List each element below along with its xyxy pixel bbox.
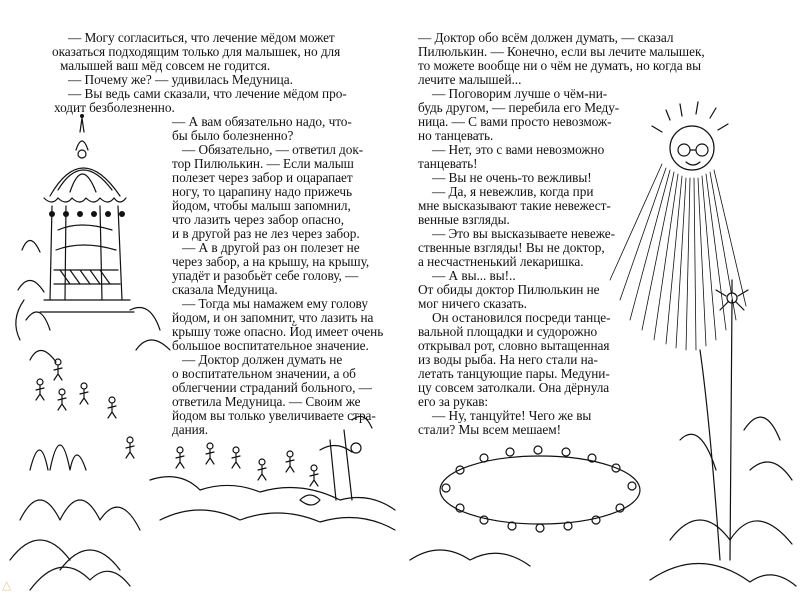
corner-mark: △ [2,578,12,592]
left-text-line: через забор, а на крышу, на крышу, [172,254,370,269]
right-text-line: Он остановился посреди танце- [432,310,611,325]
left-text-line: ногу, то царапину надо прижечь [172,184,352,199]
right-text-line: лечите малышей... [418,72,522,87]
left-text-line: — Почему же? — удивилась Медуница. [68,72,293,87]
right-text-line: стали? Мы всем мешаем! [418,422,561,437]
sun-with-glasses-icon [652,102,728,170]
left-text-line: сказала Медуница. [172,282,278,297]
right-text-line: открывал рот, словно вытащенная [418,338,610,353]
right-text-line: — Вы не очень-то вежливы! [432,170,592,185]
left-text-line: — А в другой раз он полезет не [182,240,360,255]
left-text-line: — Доктор должен думать не [182,352,343,367]
right-text-line: Пилюлькин. — Конечно, если вы лечите малышек, [418,44,705,59]
right-text-line: мог ничего сказать. [418,296,527,311]
right-text-line: его за рукав: [418,394,489,409]
left-text-line: — Могу согласиться, что лечение мёдом может [68,30,335,45]
left-text-line: что лазить через забор опасно, [172,212,344,227]
right-text-line: а несчастненький лекаришка. [418,254,584,269]
left-text-line: оказаться подходящим только для малышек, но для [52,44,341,59]
right-text-line: От обиды доктор Пилюлькин не [418,282,600,297]
right-text-line: ница. — С вами просто невозмож- [418,114,612,129]
left-text-line: ходит безболезненно. [54,100,175,115]
left-text-line: йодом, и он запомнит, что лазить на [172,310,374,325]
right-text-line: — А вы... вы!.. [432,268,516,283]
right-text-line: — Да, я невежлив, когда при [432,184,594,199]
right-text-line: — Ну, танцуйте! Чего же вы [432,408,592,423]
right-text-line: — Доктор обо всём должен думать, — сказал [418,30,674,45]
left-text-line: дания. [172,422,209,437]
right-text-line: вальной площадки и судорожно [418,324,598,339]
left-text-line: упадёт и разобьёт себе голову, — [172,268,359,283]
right-text-line: венные взгляды. [418,212,510,227]
left-text-line: йодом, чтобы малыш запомнил, [172,198,351,213]
left-text-line: облегчении страданий больного, — [172,380,372,395]
left-text-line: ответила Медуница. — Своим же [172,394,361,409]
left-text-line: — Вы ведь сами сказали, что лечение мёдом про- [68,86,347,101]
left-text-line: полезет через забор и оцарапает [172,170,353,185]
left-text-line: бы было болезненно? [172,128,294,143]
right-text-line: из воды рыба. На него стали на- [418,352,598,367]
left-text-line: и в другой раз не лез через забор. [172,226,360,241]
left-text-line: — Тогда мы намажем ему голову [182,296,368,311]
left-text-line: тор Пилюлькин. — Если малыш [172,156,354,171]
left-text-line: большое воспитательное значение. [172,338,369,353]
right-text-line: мне высказывают такие невежест- [418,198,611,213]
right-text-line: ственные взгляды! Вы не доктор, [418,240,605,255]
right-text-line: — Нет, это с вами невозможно [432,142,605,157]
right-text-line: — Поговорим лучше о чём-ни- [432,86,608,101]
left-text-line: — Обязательно, — ответил док- [182,142,364,157]
left-text-line: йодом вы только увеличиваете стра- [172,408,376,423]
right-text-line: цу совсем затолкали. Она дёрнула [418,380,610,395]
right-text-line: летать танцующие пары. Медуни- [418,366,610,381]
right-text-line: но танцевать. [418,128,494,143]
right-text-line: — Это вы высказываете невеже- [432,226,615,241]
right-text-line: то можете вообще ни о чём не думать, но когда вы [418,58,701,73]
right-page [400,0,800,598]
left-text-line: — А вам обязательно надо, что- [172,114,352,129]
left-text-line: о воспитательном значении, а об [172,366,356,381]
right-text-line: будь другом, — перебила его Меду- [418,100,620,115]
right-text-line: танцевать! [418,156,478,171]
left-text-line: крышу тоже опасно. Йод имеет очень [172,324,384,339]
left-text-line: малышей ваш мёд совсем не годится. [60,58,271,73]
